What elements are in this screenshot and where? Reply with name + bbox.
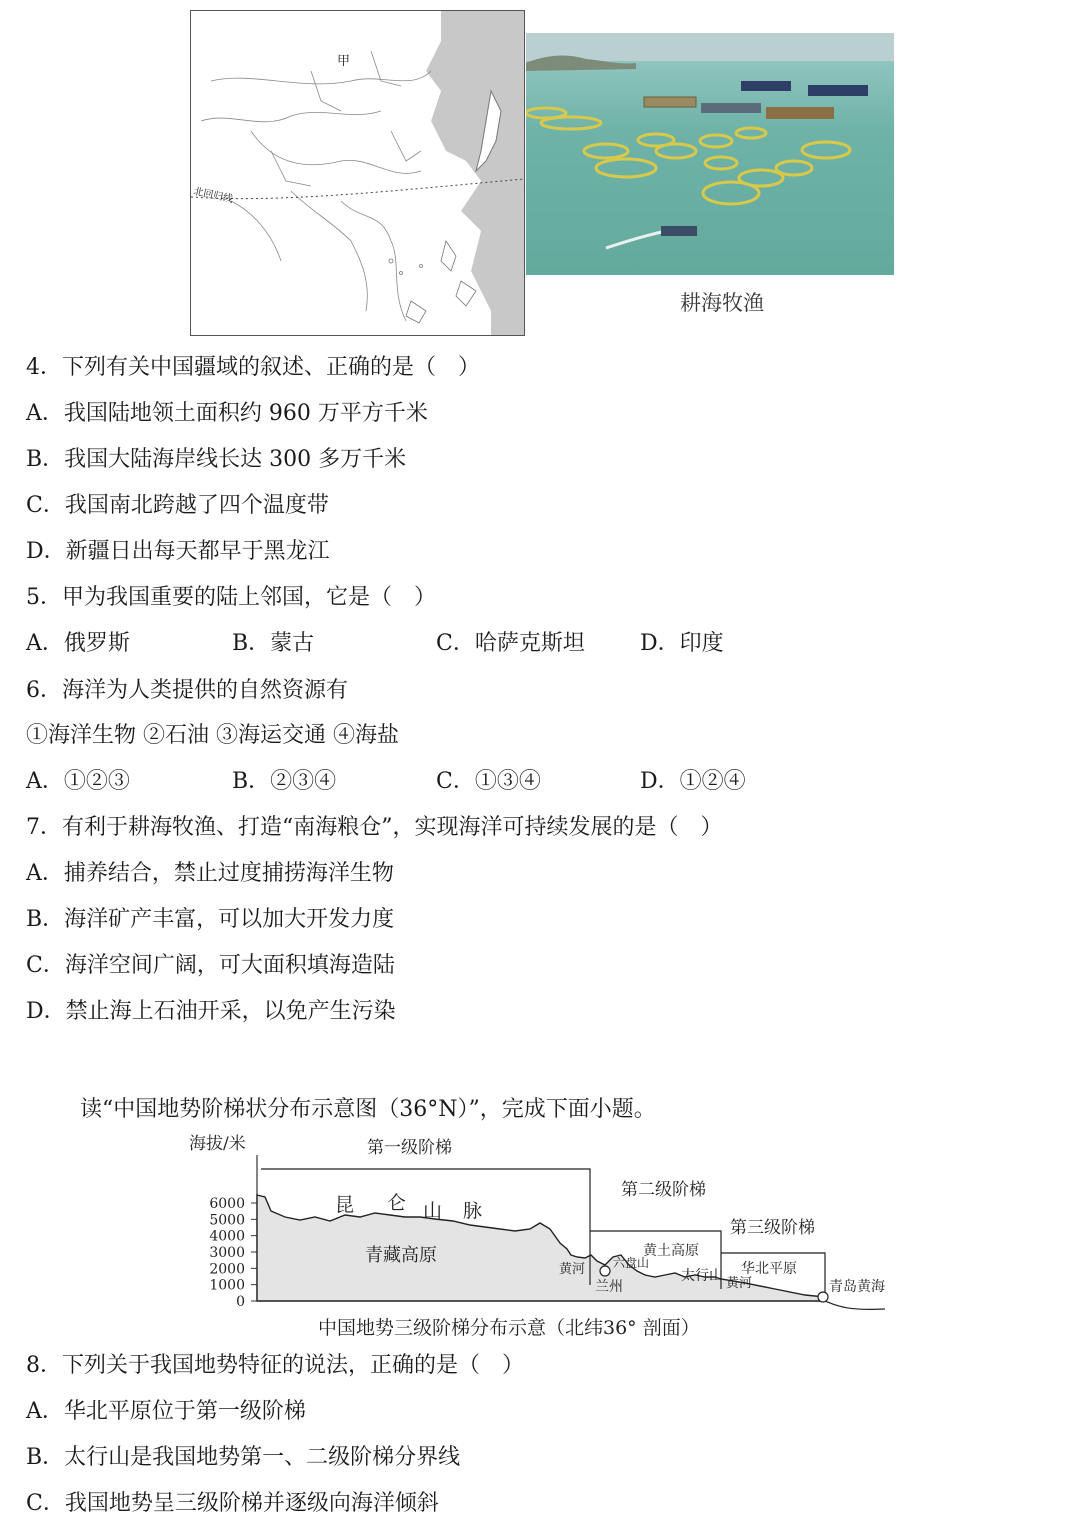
lanzhou-label: 兰州 [595, 1279, 623, 1295]
y-tick-label: 2000 [209, 1261, 245, 1278]
loess-label: 黄土高原 [643, 1243, 699, 1259]
qingdao-marker [818, 1292, 828, 1302]
question-4-option-a: A．我国陆地领土面积约 960 万平方千米 [26, 401, 428, 426]
question-7-stem: 7．有利于耕海牧渔、打造“南海粮仓”，实现海洋可持续发展的是（ ） [26, 815, 723, 840]
y-tick-label: 0 [236, 1294, 245, 1310]
question-7-option-c: C．海洋空间广阔，可大面积填海造陆 [26, 953, 395, 978]
question-7-option-d: D．禁止海上石油开采，以免产生污染 [26, 999, 396, 1024]
question-5-option-d: D．印度 [640, 631, 724, 656]
question-6-stem: 6．海洋为人类提供的自然资源有 [26, 678, 348, 703]
question-6-option-a: A．①②③ [26, 769, 130, 794]
taihang-label: 太行山 [681, 1268, 723, 1284]
step-1-label: 第一级阶梯 [367, 1138, 452, 1158]
map-label-jia: 甲 [337, 54, 351, 69]
question-5-stem: 5．甲为我国重要的陆上邻国，它是（ ） [26, 585, 436, 610]
y-tick-label: 6000 [209, 1196, 245, 1212]
kunlun-char-3: 山 [423, 1200, 443, 1222]
step-2-label: 第二级阶梯 [621, 1180, 706, 1200]
kunlun-char-4: 脉 [463, 1200, 483, 1222]
question-6-substem: ①海洋生物 ②石油 ③海运交通 ④海盐 [26, 723, 399, 748]
photo-caption: 耕海牧渔 [680, 291, 764, 315]
question-8-option-c: C．我国地势呈三级阶梯并逐级向海洋倾斜 [26, 1491, 439, 1516]
north-china-label: 华北平原 [741, 1261, 797, 1277]
lanzhou-marker [600, 1266, 610, 1276]
question-6-option-d: D．①②④ [640, 769, 746, 794]
question-6-option-c: C．①③④ [436, 769, 541, 794]
marine-ranching-photo [526, 33, 894, 275]
question-4-option-c: C．我国南北跨越了四个温度带 [26, 493, 329, 518]
question-4-option-d: D．新疆日出每天都早于黑龙江 [26, 539, 330, 564]
liupan-label: 六盘山 [613, 1256, 650, 1270]
question-6-option-b: B．②③④ [232, 769, 337, 794]
y-tick-label: 5000 [209, 1212, 245, 1229]
kunlun-char-2: 仑 [387, 1192, 407, 1214]
huanghe-label-1: 黄河 [559, 1262, 586, 1277]
tropic-label: 北回归线 [192, 186, 234, 206]
photo-drawing [526, 33, 894, 275]
sea-floor-line [825, 1301, 885, 1309]
question-4-option-b: B．我国大陆海岸线长达 300 多万千米 [26, 447, 407, 472]
asia-outline-map [190, 10, 525, 336]
question-8-option-b: B．太行山是我国地势第一、二级阶梯分界线 [26, 1445, 461, 1470]
question-7-option-b: B．海洋矿产丰富，可以加大开发力度 [26, 907, 395, 932]
y-tick-label: 3000 [209, 1245, 245, 1261]
qinghai-tibet-label: 青藏高原 [365, 1245, 437, 1266]
y-axis-title: 海拔/米 [189, 1134, 246, 1154]
question-5-option-c: C．哈萨克斯坦 [436, 631, 585, 656]
y-tick-label: 1000 [209, 1277, 245, 1294]
figure-caption: 中国地势三级阶梯分布示意（北纬36° 剖面） [318, 1317, 700, 1339]
qingdao-label: 青岛黄海 [829, 1279, 885, 1295]
step-3-label: 第三级阶梯 [730, 1218, 815, 1238]
figure-intro: 读“中国地势阶梯状分布示意图（36°N）”，完成下面小题。 [80, 1097, 656, 1122]
question-7-option-a: A．捕养结合，禁止过度捕捞海洋生物 [26, 861, 394, 886]
question-5-option-a: A．俄罗斯 [26, 631, 130, 656]
huanghe-label-2: 黄河 [726, 1276, 753, 1291]
question-4-stem: 4．下列有关中国疆域的叙述、正确的是（ ） [26, 355, 480, 380]
question-8-option-a: A．华北平原位于第一级阶梯 [26, 1399, 306, 1424]
question-5-option-b: B．蒙古 [232, 631, 315, 656]
question-8-stem: 8．下列关于我国地势特征的说法，正确的是（ ） [26, 1353, 524, 1378]
map-drawing [191, 11, 524, 335]
y-tick-label: 4000 [209, 1228, 245, 1245]
kunlun-char-1: 昆 [335, 1194, 355, 1216]
